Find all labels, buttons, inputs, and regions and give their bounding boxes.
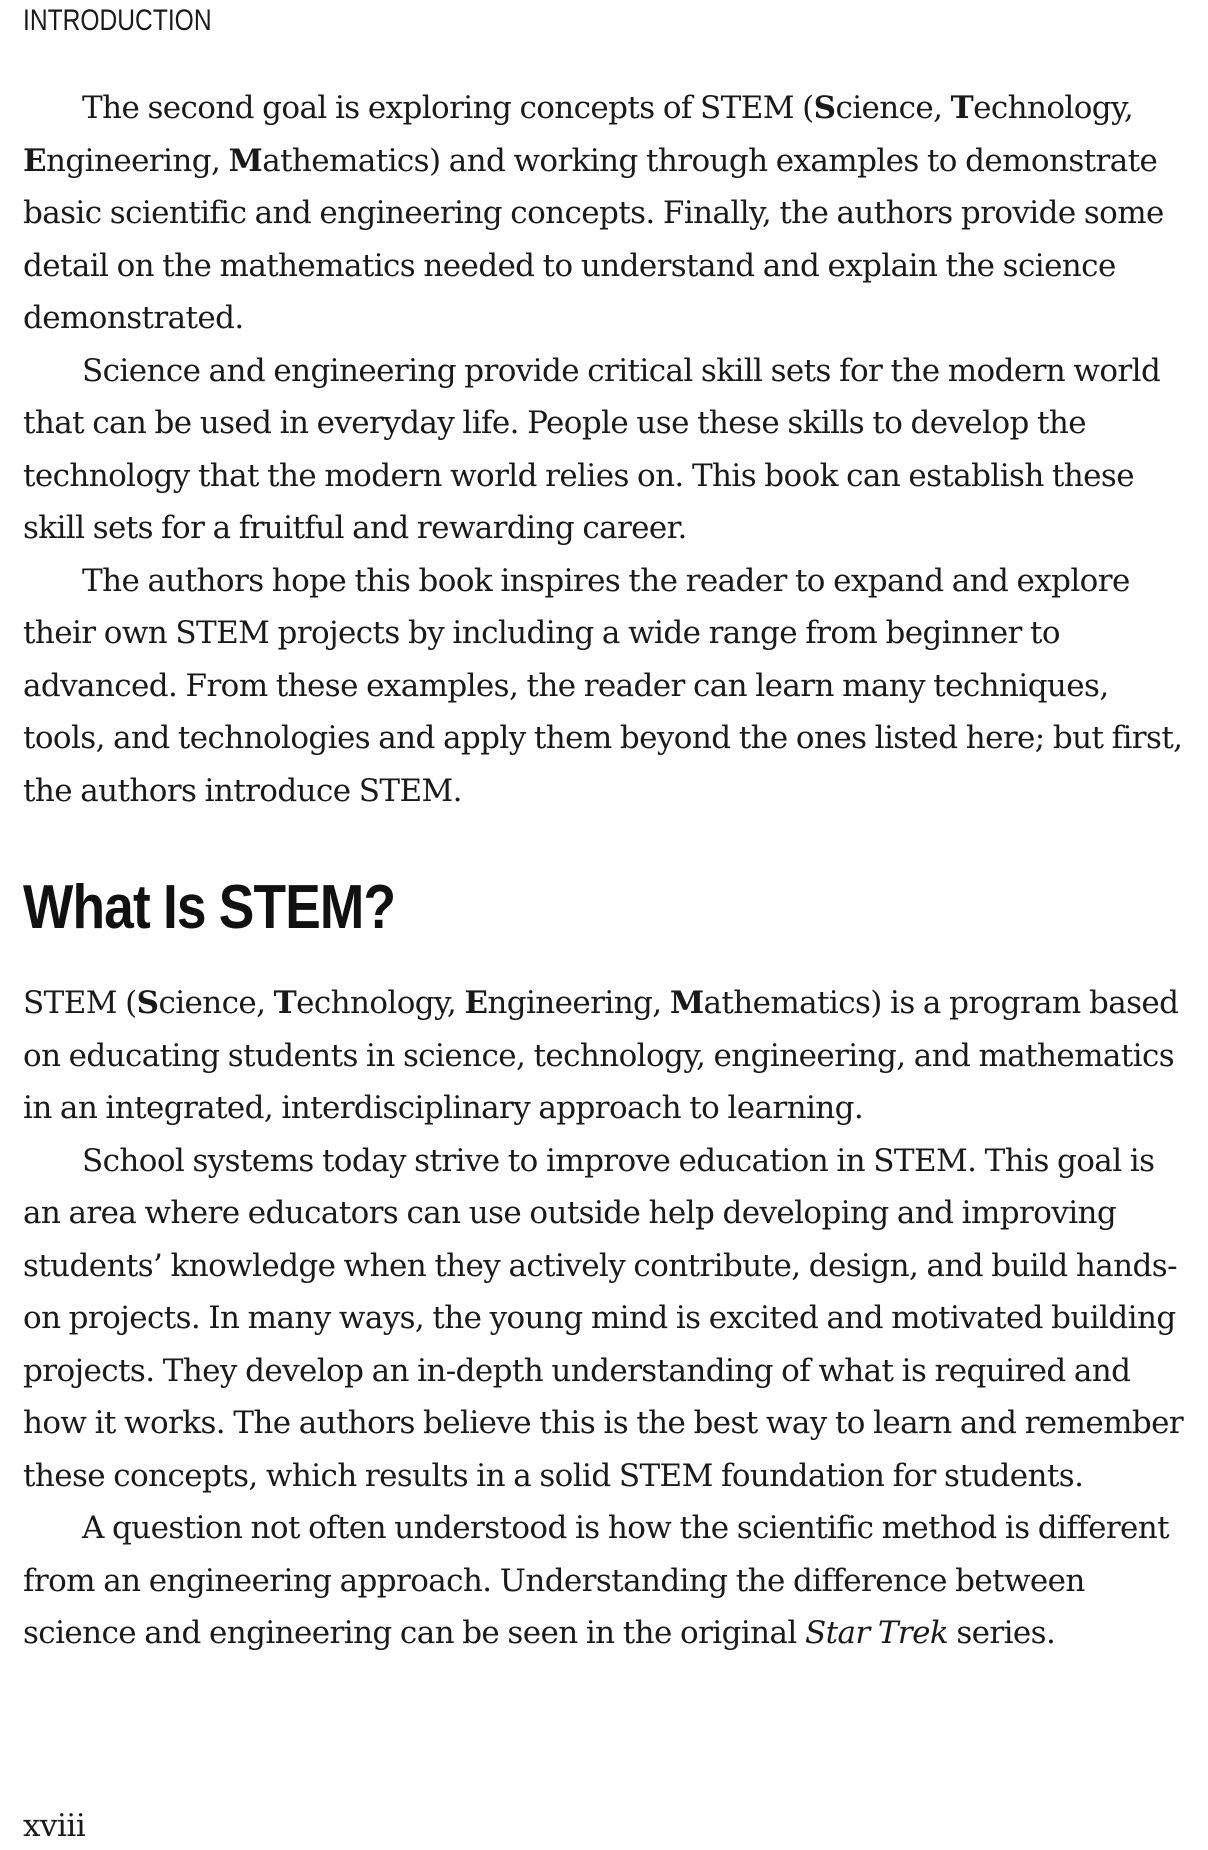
acronym-letter-e: E — [23, 142, 47, 179]
running-head: INTRODUCTION — [23, 4, 212, 37]
page-number: xviii — [23, 1808, 86, 1844]
text-run: The second goal is exploring concepts of STEM ( — [82, 90, 814, 126]
text-run: echnology, — [973, 90, 1134, 126]
text-run: STEM ( — [23, 985, 137, 1021]
text-run: cience, — [158, 985, 274, 1021]
text-run: echnology, — [296, 985, 465, 1021]
text-run: ngineering, — [46, 142, 229, 179]
intro-paragraph-2: Science and engineering provide critical skill sets for the modern world that can be used in everyday life. People use these skills to develop the technology that the modern world relies on. This book can establish these skill sets for a fruitful and rewarding career. — [23, 352, 1161, 546]
italic-title: Star Trek — [804, 1615, 949, 1651]
acronym-letter-m: M — [669, 985, 704, 1021]
section-paragraph-1 — [23, 977, 1193, 1135]
text-run: ngineering, — [487, 985, 670, 1021]
section-paragraph-2: School systems today strive to improve education in STEM. This goal is an area where educators can use outside help developing and improving students’ knowledge when they actively contribute, design, and build hands-on projects. In many ways, the young mind is excited and motivated building projects. They develop an in-depth understanding of what is required and how it works. The authors believe this is the best way to learn and remember these concepts, which results in a solid STEM foundation for students. — [23, 1142, 1184, 1494]
section-paragraph-3 — [23, 1502, 1193, 1660]
acronym-letter-s: S — [136, 985, 159, 1021]
acronym-letter-s: S — [813, 90, 836, 126]
acronym-letter-m: M — [228, 142, 263, 179]
text-run: A question not often understood is how the scientific method is different from an engineering approach. Understanding the difference between science and engineering can be seen in the original — [23, 1510, 1170, 1651]
text-run: athematics) is a program based on educating students in science, technology, engineering, and mathematics in an integrated, interdisciplinary approach to learning. — [23, 985, 1179, 1126]
acronym-letter-e: E — [464, 985, 488, 1021]
intro-paragraph-3: The authors hope this book inspires the reader to expand and explore their own STEM projects by including a wide range from beginner to advanced. From these examples, the reader can learn many techniques, tools, and technologies and apply them beyond the ones listed here; but first, the authors introduce STEM. — [23, 562, 1183, 809]
intro-paragraph-1 — [23, 82, 1193, 345]
text-run: cience, — [835, 90, 951, 126]
text-run: series. — [948, 1615, 1056, 1651]
acronym-letter-t: T — [273, 985, 297, 1021]
acronym-letter-t: T — [950, 90, 974, 126]
section-heading: What Is STEM? — [23, 873, 396, 942]
page-body — [23, 82, 1193, 1660]
text-run: athematics) and working through examples to demonstrate basic scientific and engineering concepts. Finally, the authors provide some detail on the mathematics needed to understand and explain the science demonstrated. — [23, 142, 1164, 336]
